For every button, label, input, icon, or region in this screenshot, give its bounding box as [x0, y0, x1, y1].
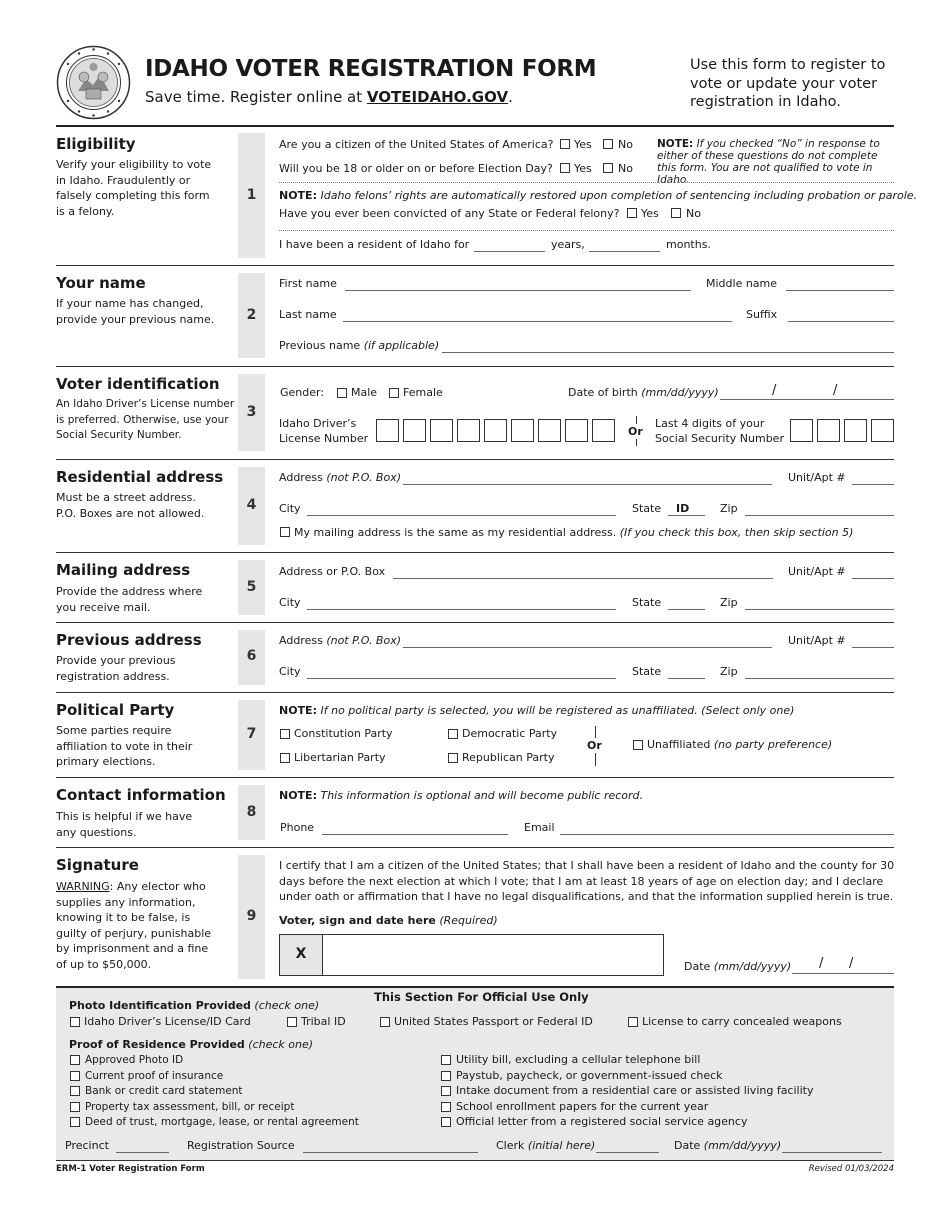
- sign-date-field[interactable]: [792, 973, 894, 974]
- proof-option: School enrollment papers for the current year: [456, 1100, 709, 1113]
- res-address-field[interactable]: [403, 484, 772, 485]
- suffix-label: Suffix: [746, 308, 778, 321]
- section-title-name: Your name: [56, 274, 146, 292]
- contact-note: [279, 789, 643, 802]
- voteidaho-link[interactable]: VOTEIDAHO.GOV: [366, 88, 509, 106]
- felon-note: [279, 189, 917, 202]
- photo-id-label-text: Photo Identification Provided: [69, 999, 251, 1012]
- note-label: NOTE:: [279, 789, 317, 802]
- dl-digit-box[interactable]: [430, 419, 453, 442]
- state-seal: [56, 45, 131, 120]
- previous-name-label: [279, 339, 439, 352]
- section-title-contact: Contact information: [56, 786, 226, 804]
- eligibility-note: [657, 138, 897, 186]
- sign-label-text: Voter, sign and date here: [279, 914, 436, 927]
- section-title-mailing: Mailing address: [56, 561, 191, 579]
- warning-text: : Any elector who supplies any information, knowing it to be false, is guilty of perjury, punishable by imprisonment and a fine of up to $50,000.: [56, 880, 212, 971]
- previous-name-field[interactable]: [442, 352, 894, 353]
- photo-id-tribal-checkbox[interactable]: [287, 1017, 297, 1027]
- middle-name-label: Middle name: [706, 277, 778, 290]
- section-title-previous: Previous address: [56, 631, 202, 649]
- same-mailing-hint: (If you check this box, then skip section 5): [616, 526, 854, 539]
- phone-field[interactable]: [322, 834, 508, 835]
- mail-unit-field[interactable]: [852, 578, 894, 579]
- previous-name-text: Previous name: [279, 339, 361, 352]
- note-label: NOTE:: [279, 189, 317, 202]
- divider: [56, 777, 894, 778]
- note-text: If no political party is selected, you will be registered as unaffiliated. (Select only one): [316, 704, 795, 717]
- citizen-yes-checkbox[interactable]: [560, 139, 570, 149]
- section-desc-contact: This is helpful if we have any questions.: [56, 810, 193, 839]
- res-city-label: City: [279, 502, 301, 515]
- subtitle-period: .: [508, 88, 513, 106]
- proof-checkbox[interactable]: [441, 1102, 451, 1112]
- prev-state-label: State: [632, 665, 662, 678]
- section-number-2: 2: [246, 307, 257, 323]
- mail-zip-field[interactable]: [745, 609, 894, 610]
- res-address-text: Address: [279, 471, 323, 484]
- felony-no-checkbox[interactable]: [671, 208, 681, 218]
- age-question: Will you be 18 or older on or before Election Day?: [279, 162, 553, 175]
- divider: [56, 847, 894, 848]
- precinct-label: Precinct: [65, 1139, 109, 1152]
- same-mailing-label: [294, 526, 853, 539]
- months-label: months.: [666, 238, 711, 251]
- mail-unit-label: Unit/Apt #: [788, 565, 846, 578]
- mail-city-field[interactable]: [307, 609, 616, 610]
- section-title-voter-id: Voter identification: [56, 375, 220, 393]
- suffix-field[interactable]: [788, 321, 894, 322]
- gender-label: Gender:: [280, 386, 325, 399]
- ssn-label-line2: Social Security Number: [655, 432, 784, 445]
- age-no-checkbox[interactable]: [603, 163, 613, 173]
- citizen-yes-label: Yes: [574, 138, 592, 151]
- proof-checkbox[interactable]: [441, 1055, 451, 1065]
- middle-name-field[interactable]: [786, 290, 894, 291]
- proof-option: Approved Photo ID: [85, 1054, 184, 1066]
- section-desc-previous: Provide your previous registration address.: [56, 654, 176, 683]
- section-number-7: 7: [246, 726, 257, 742]
- section-number-1: 1: [246, 187, 257, 203]
- party-republican-checkbox[interactable]: [448, 753, 458, 763]
- official-date-hint: (mm/dd/yyyy): [703, 1139, 782, 1152]
- photo-id-hint: (check one): [250, 999, 320, 1012]
- section-title-signature: Signature: [56, 856, 139, 874]
- unaffiliated-text: Unaffiliated: [647, 738, 711, 751]
- gender-female-checkbox[interactable]: [389, 388, 399, 398]
- ssn-digit-box[interactable]: [844, 419, 867, 442]
- prev-address-text: Address: [279, 634, 323, 647]
- official-use-title: This Section For Official Use Only: [374, 990, 589, 1004]
- photo-id-label: [69, 999, 319, 1012]
- sign-date-text: Date: [684, 960, 711, 973]
- proof-option: Deed of trust, mortgage, lease, or rental agreement: [85, 1116, 359, 1128]
- divider: [56, 692, 894, 693]
- section-title-residential: Residential address: [56, 468, 224, 486]
- dob-label: [568, 386, 719, 399]
- res-state-value: ID: [676, 502, 690, 515]
- proof-option: Current proof of insurance: [85, 1070, 224, 1082]
- res-unit-label: Unit/Apt #: [788, 471, 846, 484]
- party-libertarian-label: Libertarian Party: [294, 751, 386, 764]
- section-number-5: 5: [246, 579, 257, 595]
- section-desc-eligibility: Verify your eligibility to vote in Idaho. Fraudulently or falsely completing this form is a felony.: [56, 158, 212, 218]
- note-text: This information is optional and will become public record.: [316, 789, 644, 802]
- or-label: Or: [628, 425, 643, 438]
- felony-yes-checkbox[interactable]: [627, 208, 637, 218]
- section-number-8: 8: [246, 804, 257, 820]
- resident-label: I have been a resident of Idaho for: [279, 238, 470, 251]
- dotted-divider: [279, 182, 894, 183]
- proof-option: Utility bill, excluding a cellular telephone bill: [456, 1053, 701, 1066]
- phone-label: Phone: [280, 821, 315, 834]
- section-desc-residential: Must be a street address. P.O. Boxes are not allowed.: [56, 491, 205, 520]
- age-yes-checkbox[interactable]: [560, 163, 570, 173]
- dl-digit-box[interactable]: [592, 419, 615, 442]
- prev-unit-label: Unit/Apt #: [788, 634, 846, 647]
- party-unaffiliated-label: [647, 738, 832, 751]
- footer-revised: Revised 01/03/2024: [808, 1164, 894, 1174]
- proof-label-text: Proof of Residence Provided: [69, 1038, 245, 1051]
- mail-zip-label: Zip: [720, 596, 738, 609]
- res-city-field[interactable]: [307, 515, 616, 516]
- dob-text: Date of birth: [568, 386, 638, 399]
- warning-label: WARNING: [56, 880, 110, 893]
- clerk-hint: (initial here): [527, 1139, 596, 1152]
- res-zip-field[interactable]: [745, 515, 894, 516]
- citizen-no-label: No: [618, 138, 633, 151]
- dob-hint: (mm/dd/yyyy): [641, 386, 719, 399]
- res-unit-field[interactable]: [852, 484, 894, 485]
- party-note: [279, 704, 794, 717]
- citizen-question: Are you a citizen of the United States of America?: [279, 138, 554, 151]
- sign-label: [279, 914, 498, 927]
- divider: [56, 622, 894, 623]
- photo-id-option: United States Passport or Federal ID: [394, 1015, 593, 1028]
- divider: [56, 265, 894, 266]
- dl-label-line1: Idaho Driver’s: [279, 417, 357, 430]
- form-intro: Use this form to register to vote or update your voter registration in Idaho.: [690, 57, 886, 110]
- dl-digit-box[interactable]: [484, 419, 507, 442]
- proof-checkbox[interactable]: [441, 1117, 451, 1127]
- photo-id-passport-checkbox[interactable]: [380, 1017, 390, 1027]
- ssn-digit-box[interactable]: [871, 419, 894, 442]
- felony-question: Have you ever been convicted of any State or Federal felony?: [279, 207, 620, 220]
- prev-city-field[interactable]: [307, 678, 616, 679]
- prev-zip-field[interactable]: [745, 678, 894, 679]
- section-desc-name: If your name has changed, provide your previous name.: [56, 297, 215, 326]
- ssn-digit-box[interactable]: [790, 419, 813, 442]
- proof-option: Paystub, paycheck, or government-issued check: [456, 1069, 723, 1082]
- certification-text: I certify that I am a citizen of the United States; that I shall have been a resident of Idaho and the county for 30 days before the next election at which I vote; that I am at least 18 years of age on election day; and I declare under oath or affirmation that I have no legal disqualifications, and that the information supplied herein is true.: [279, 859, 895, 903]
- mail-city-label: City: [279, 596, 301, 609]
- sign-date-hint: (mm/dd/yyyy): [713, 960, 792, 973]
- felony-no-label: No: [686, 207, 701, 220]
- reg-source-label: Registration Source: [187, 1139, 295, 1152]
- signature-x: X: [295, 946, 307, 962]
- sign-date-slash-2: /: [849, 956, 854, 971]
- section-title-party: Political Party: [56, 701, 175, 719]
- note-text: Idaho felons’ rights are automatically restored upon completion of sentencing including probation or parole.: [316, 189, 918, 202]
- party-constitution-checkbox[interactable]: [280, 729, 290, 739]
- felony-yes-label: Yes: [641, 207, 659, 220]
- footer-form-name: ERM-1 Voter Registration Form: [56, 1164, 205, 1174]
- dl-digit-box[interactable]: [511, 419, 534, 442]
- proof-checkbox[interactable]: [441, 1086, 451, 1096]
- section-number-9: 9: [246, 908, 257, 924]
- section-number-6: 6: [246, 648, 257, 664]
- proof-option: Property tax assessment, bill, or receipt: [85, 1101, 295, 1113]
- official-date-label: [674, 1139, 781, 1152]
- section-desc-party: Some parties require affiliation to vote in their primary elections.: [56, 724, 193, 768]
- first-name-label: First name: [279, 277, 337, 290]
- resident-months-field[interactable]: [589, 251, 660, 252]
- last-name-field[interactable]: [343, 321, 732, 322]
- res-state-field[interactable]: [668, 515, 705, 516]
- or-label: Or: [587, 739, 602, 752]
- dl-digit-box[interactable]: [457, 419, 480, 442]
- prev-zip-label: Zip: [720, 665, 738, 678]
- section-desc-mailing: Provide the address where you receive mail.: [56, 585, 203, 614]
- official-date-field[interactable]: [782, 1152, 882, 1153]
- resident-years-field[interactable]: [474, 251, 545, 252]
- sign-date-slash-1: /: [819, 956, 824, 971]
- section-number-3: 3: [246, 404, 257, 420]
- gender-male-checkbox[interactable]: [337, 388, 347, 398]
- divider: [56, 366, 894, 367]
- gender-female-label: Female: [403, 386, 443, 399]
- proof-option: Intake document from a residential care or assisted living facility: [456, 1084, 814, 1097]
- res-address-hint: (not P.O. Box): [326, 471, 402, 484]
- note-label: NOTE:: [657, 138, 694, 150]
- last-name-label: Last name: [279, 308, 337, 321]
- age-no-label: No: [618, 162, 633, 175]
- form-title: IDAHO VOTER REGISTRATION FORM: [145, 56, 597, 82]
- sign-date-label: [684, 960, 791, 973]
- proof-residence-label: [69, 1038, 313, 1051]
- previous-name-hint: (if applicable): [363, 339, 440, 352]
- email-label: Email: [524, 821, 555, 834]
- proof-checkbox[interactable]: [70, 1055, 80, 1065]
- prev-address-field[interactable]: [403, 647, 772, 648]
- age-yes-label: Yes: [574, 162, 592, 175]
- photo-id-dl-checkbox[interactable]: [70, 1017, 80, 1027]
- dotted-divider: [279, 230, 894, 231]
- divider: [56, 459, 894, 460]
- clerk-field[interactable]: [596, 1152, 659, 1153]
- mail-address-label: Address or P.O. Box: [279, 565, 386, 578]
- proof-option: Bank or credit card statement: [85, 1085, 243, 1097]
- dl-digit-box[interactable]: [538, 419, 561, 442]
- note-label: NOTE:: [279, 704, 317, 717]
- party-republican-label: Republican Party: [462, 751, 555, 764]
- dl-digit-box[interactable]: [403, 419, 426, 442]
- prev-unit-field[interactable]: [852, 647, 894, 648]
- dob-field[interactable]: [720, 399, 894, 400]
- proof-checkbox[interactable]: [70, 1071, 80, 1081]
- proof-option: Official letter from a registered social service agency: [456, 1115, 748, 1128]
- mail-state-label: State: [632, 596, 662, 609]
- prev-address-hint: (not P.O. Box): [326, 634, 402, 647]
- prev-address-label: [279, 634, 401, 647]
- clerk-text: Clerk: [496, 1139, 525, 1152]
- photo-id-option: License to carry concealed weapons: [642, 1015, 842, 1028]
- form-subtitle: [145, 88, 513, 106]
- section-number-4: 4: [246, 497, 257, 513]
- photo-id-option: Tribal ID: [301, 1015, 346, 1028]
- proof-checkbox[interactable]: [70, 1086, 80, 1096]
- prev-city-label: City: [279, 665, 301, 678]
- sign-hint: (Required): [435, 914, 498, 927]
- same-mailing-checkbox[interactable]: [280, 527, 290, 537]
- divider: [56, 125, 894, 127]
- proof-checkbox[interactable]: [70, 1102, 80, 1112]
- divider: [56, 552, 894, 553]
- res-zip-label: Zip: [720, 502, 738, 515]
- dob-slash-1: /: [772, 383, 777, 398]
- proof-checkbox[interactable]: [70, 1117, 80, 1127]
- official-date-text: Date: [674, 1139, 701, 1152]
- signature-warning: [56, 879, 216, 972]
- dob-slash-2: /: [833, 383, 838, 398]
- dl-digit-box[interactable]: [376, 419, 399, 442]
- years-label: years,: [551, 238, 585, 251]
- photo-id-concealed-checkbox[interactable]: [628, 1017, 638, 1027]
- res-state-label: State: [632, 502, 662, 515]
- precinct-field[interactable]: [116, 1152, 169, 1153]
- party-democratic-label: Democratic Party: [462, 727, 558, 740]
- prev-state-field[interactable]: [668, 678, 705, 679]
- reg-source-field[interactable]: [303, 1152, 478, 1153]
- gender-male-label: Male: [351, 386, 378, 399]
- ssn-label-line1: Last 4 digits of your: [655, 417, 765, 430]
- mail-address-field[interactable]: [393, 578, 773, 579]
- citizen-no-checkbox[interactable]: [603, 139, 613, 149]
- email-field[interactable]: [560, 834, 894, 835]
- photo-id-option: Idaho Driver’s License/ID Card: [84, 1015, 251, 1028]
- subtitle-text: Save time. Register online at: [145, 88, 367, 106]
- party-unaffiliated-checkbox[interactable]: [633, 740, 643, 750]
- party-democratic-checkbox[interactable]: [448, 729, 458, 739]
- mail-state-field[interactable]: [668, 609, 705, 610]
- ssn-digit-box[interactable]: [817, 419, 840, 442]
- note-text: If you checked “No” in response to either of these questions do not complete this form. You are not qualified to vote in Idaho.: [657, 138, 880, 186]
- proof-checkbox[interactable]: [441, 1071, 451, 1081]
- dl-digit-box[interactable]: [565, 419, 588, 442]
- section-title-eligibility: Eligibility: [56, 135, 136, 153]
- res-address-label: [279, 471, 401, 484]
- section-desc-voter-id: An Idaho Driver’s License number is preferred. Otherwise, use your Social Security Number.: [56, 398, 235, 441]
- unaffiliated-hint: (no party preference): [713, 738, 833, 751]
- dl-label-line2: License Number: [279, 432, 369, 445]
- first-name-field[interactable]: [345, 290, 691, 291]
- party-libertarian-checkbox[interactable]: [280, 753, 290, 763]
- same-mailing-text: My mailing address is the same as my residential address.: [294, 526, 617, 539]
- party-constitution-label: Constitution Party: [294, 727, 393, 740]
- signature-box[interactable]: [279, 934, 664, 976]
- proof-hint: (check one): [244, 1038, 314, 1051]
- clerk-label: [496, 1139, 595, 1152]
